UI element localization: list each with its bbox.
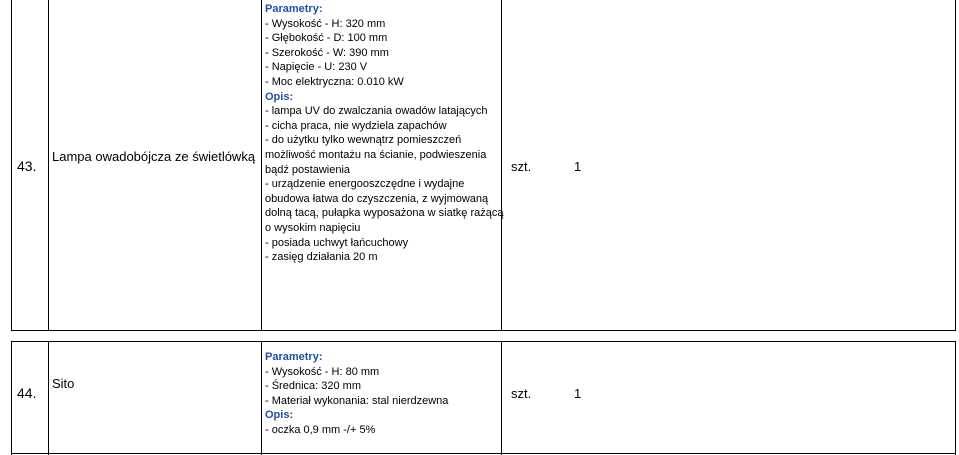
item-number: 43. bbox=[17, 158, 37, 174]
description-line: - urządzenie energooszczędne i wydajne bbox=[265, 178, 465, 191]
description-line: bądź postawienia bbox=[265, 163, 351, 176]
item-unit: szt. bbox=[511, 386, 532, 401]
description-line: - do użytku tylko wewnątrz pomieszczeń bbox=[265, 134, 462, 147]
cell-border bbox=[261, 0, 262, 331]
description-line: - Napięcie - U: 230 V bbox=[265, 61, 368, 74]
item-name: Sito bbox=[52, 376, 75, 391]
row-divider bbox=[11, 341, 956, 342]
section-heading: Parametry: bbox=[265, 3, 323, 15]
item-description bbox=[265, 2, 503, 265]
section-heading: Opis: bbox=[265, 409, 294, 422]
cell-border bbox=[955, 0, 956, 331]
description-line: - cicha praca, nie wydziela zapachów bbox=[265, 119, 447, 132]
description-line: - Materiał wykonania: stal nierdzewna bbox=[265, 394, 449, 407]
cell-border bbox=[11, 341, 12, 455]
description-line: o wysokim napięciu bbox=[265, 221, 361, 234]
description-line: - Średnica: 320 mm bbox=[265, 380, 361, 393]
description-line: możliwość montażu na ścianie, podwieszenia bbox=[265, 148, 487, 161]
description-line: - Głębokość - D: 100 mm bbox=[265, 32, 388, 45]
item-number: 44. bbox=[17, 385, 37, 401]
description-line: - zasięg działania 20 m bbox=[265, 251, 378, 264]
cell-border bbox=[48, 0, 49, 331]
description-line: - Wysokość - H: 80 mm bbox=[265, 365, 380, 378]
section-heading: Opis: bbox=[265, 90, 294, 103]
item-description bbox=[265, 350, 448, 438]
cell-border bbox=[48, 341, 49, 455]
cell-border bbox=[11, 0, 12, 331]
description-line: - Wysokość - H: 320 mm bbox=[265, 17, 386, 30]
cell-border bbox=[501, 341, 502, 455]
description-line: - posiada uchwyt łańcuchowy bbox=[265, 236, 409, 249]
description-line: obudowa łatwa do czyszczenia, z wyjmowaną bbox=[265, 192, 489, 205]
item-name: Lampa owadobójcza ze świetlówką bbox=[52, 149, 256, 164]
description-line: dolną tacą, pułapka wyposażona w siatkę rażącą bbox=[265, 207, 504, 220]
cell-border bbox=[955, 341, 956, 455]
item-unit: szt. bbox=[511, 159, 532, 174]
description-line: - lampa UV do zwalczania owadów latających bbox=[265, 105, 488, 118]
row-divider bbox=[11, 330, 956, 331]
cell-border bbox=[261, 341, 262, 455]
description-line: - Szerokość - W: 390 mm bbox=[265, 46, 389, 59]
item-quantity: 1 bbox=[574, 159, 582, 174]
row-divider bbox=[11, 453, 956, 454]
description-line: - Moc elektryczna: 0.010 kW bbox=[265, 75, 404, 88]
section-heading: Parametry: bbox=[265, 351, 323, 363]
item-quantity: 1 bbox=[574, 386, 582, 401]
description-line: - oczka 0,9 mm -/+ 5% bbox=[265, 423, 376, 436]
